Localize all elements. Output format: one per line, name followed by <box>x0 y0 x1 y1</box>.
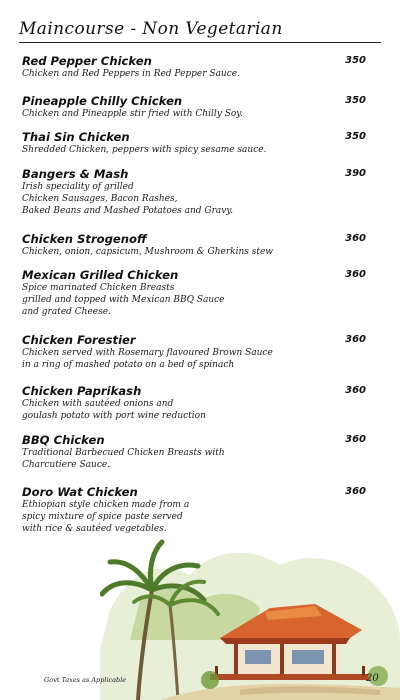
menu-item <box>22 232 378 258</box>
item-name: Chicken Forestier <box>22 333 136 347</box>
menu-item <box>22 433 378 471</box>
deck-rail <box>362 666 365 676</box>
item-description-line: in a ring of mashed potato on a bed of spinach <box>22 360 235 370</box>
item-name: Mexican Grilled Chicken <box>22 268 179 282</box>
item-name: Chicken Paprikash <box>22 384 142 398</box>
item-description-line: Baked Beans and Mashed Potatoes and Gravy. <box>22 206 234 216</box>
menu-item <box>22 384 378 422</box>
hut-pillar <box>234 644 238 676</box>
item-price: 360 <box>345 385 366 396</box>
item-price: 360 <box>345 334 366 345</box>
item-name: BBQ Chicken <box>22 433 105 447</box>
item-price: 360 <box>345 434 366 445</box>
item-description-line: Chicken Sausages, Bacon Rashes, <box>22 194 178 204</box>
menu-item <box>22 167 378 217</box>
item-name: Red Pepper Chicken <box>22 54 152 68</box>
menu-item <box>22 94 378 120</box>
item-description-line: Chicken and Pineapple stir fried with Chilly Soy. <box>22 109 244 119</box>
hut-pillar <box>332 644 336 676</box>
menu-item <box>22 54 378 80</box>
menu-item <box>22 268 378 318</box>
item-description-line: Chicken with sautéed onions and <box>22 399 174 409</box>
item-price: 350 <box>345 131 366 142</box>
item-name: Pineapple Chilly Chicken <box>22 94 183 108</box>
item-description-line: spicy mixture of spice paste served <box>22 512 183 522</box>
item-description-line: grilled and topped with Mexican BBQ Sauce <box>22 295 225 305</box>
item-description-line: Chicken served with Rosemary flavoured Brown Sauce <box>22 348 273 358</box>
item-description-line: Chicken, onion, capsicum, Mushroom & Gherkins stew <box>22 247 274 257</box>
menu-item <box>22 485 378 535</box>
item-price: 350 <box>345 95 366 106</box>
beach-hut-illustration <box>100 530 400 700</box>
item-price: 360 <box>345 233 366 244</box>
item-description-line: with rice & sautéed vegetables. <box>22 524 167 534</box>
item-name: Bangers & Mash <box>22 167 129 181</box>
section-title: Maincourse - Non Vegetarian <box>19 19 283 39</box>
item-description-line: Irish speciality of grilled <box>22 182 134 192</box>
item-description-line: Ethiopian style chicken made from a <box>22 500 190 510</box>
item-name: Doro Wat Chicken <box>22 485 138 499</box>
hut-pillar <box>280 644 284 676</box>
item-description-line: Spice marinated Chicken Breasts <box>22 283 175 293</box>
hut-roof-shadow <box>220 638 350 644</box>
item-name: Thai Sin Chicken <box>22 130 130 144</box>
page-number: 20 <box>366 673 379 684</box>
item-price: 360 <box>345 269 366 280</box>
item-description-line: goulash potato with port wine reduction <box>22 411 206 421</box>
item-price: 390 <box>345 168 366 179</box>
item-description-line: Traditional Barbecued Chicken Breasts with <box>22 448 225 458</box>
tax-note: Govt Taxes as Applicable <box>44 676 127 684</box>
item-description-line: and grated Cheese. <box>22 307 111 317</box>
hut-deck <box>210 674 370 680</box>
item-description-line: Charcutiere Sauce. <box>22 460 111 470</box>
menu-item <box>22 130 378 156</box>
item-description-line: Shredded Chicken, peppers with spicy sesame sauce. <box>22 145 267 155</box>
shrub <box>201 671 219 689</box>
palm-leaves <box>102 542 204 600</box>
item-name: Chicken Strogenoff <box>22 232 147 246</box>
item-price: 360 <box>345 486 366 497</box>
title-divider <box>19 42 381 43</box>
hut-window <box>245 650 271 664</box>
item-description-line: Chicken and Red Peppers in Red Pepper Sauce. <box>22 69 240 79</box>
menu-item <box>22 333 378 371</box>
item-price: 350 <box>345 55 366 66</box>
hut-window <box>292 650 324 664</box>
